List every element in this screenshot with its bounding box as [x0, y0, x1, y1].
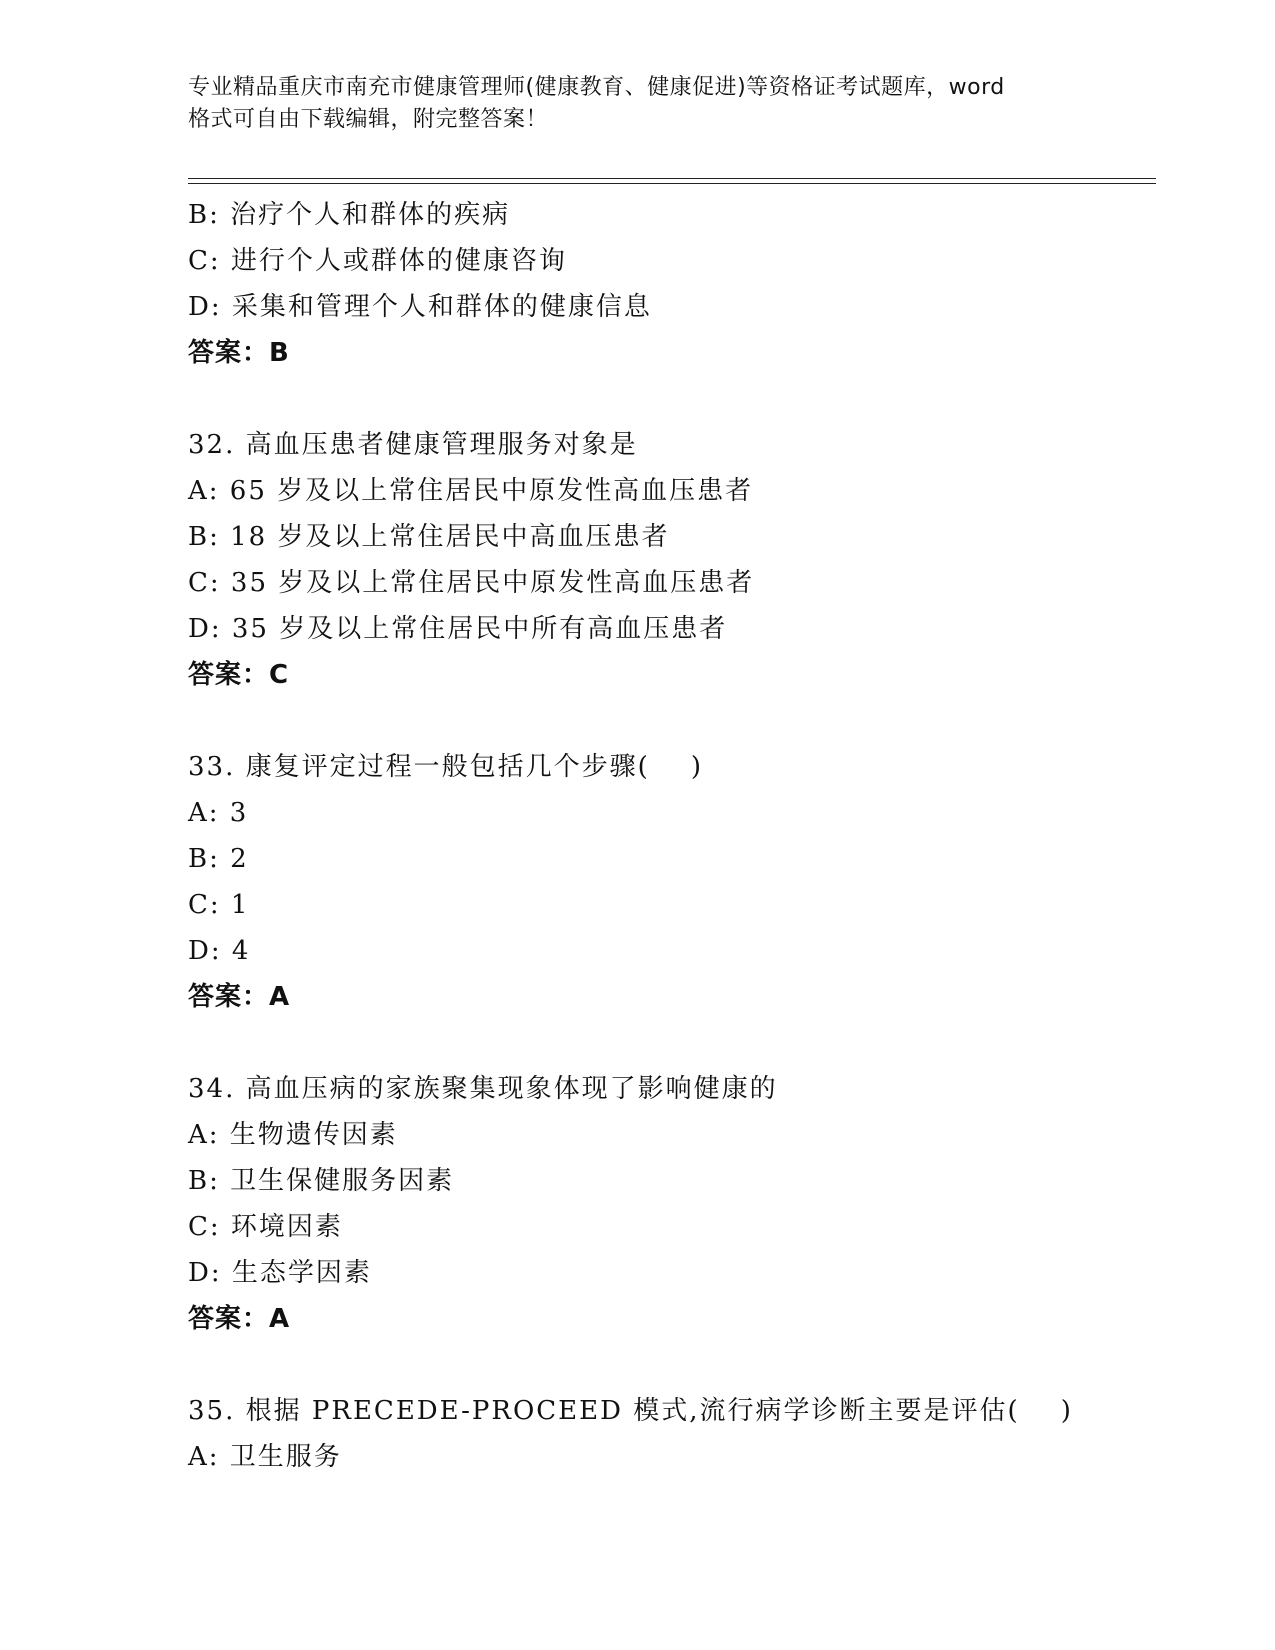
option-a: A: 卫生服务 [188, 1442, 342, 1472]
option-b: B: 2 [188, 844, 249, 874]
option-c: C: 1 [188, 890, 250, 920]
option-c: C: 环境因素 [188, 1212, 343, 1242]
spacer [188, 376, 1156, 422]
option-d: D: 35 岁及以上常住居民中所有高血压患者 [188, 614, 728, 644]
answer-label: 答案：A [188, 982, 291, 1012]
answer-label: 答案：B [188, 338, 290, 368]
option-c: C: 35 岁及以上常住居民中原发性高血压患者 [188, 568, 755, 598]
question-block [188, 744, 1156, 1020]
question-block [188, 1066, 1156, 1342]
option-b: B: 卫生保健服务因素 [188, 1166, 455, 1196]
option-d: D: 4 [188, 936, 251, 966]
question-text: 33. 康复评定过程一般包括几个步骤( ) [188, 752, 703, 782]
question-block [188, 192, 1156, 376]
header-line-2: 格式可自由下载编辑，附完整答案！ [188, 107, 549, 132]
header-divider-top [188, 178, 1156, 179]
question-list [188, 192, 1156, 1480]
question-text: 35. 根据 PRECEDE-PROCEED 模式,流行病学诊断主要是评估( ) [188, 1396, 1073, 1426]
question-text: 34. 高血压病的家族聚集现象体现了影响健康的 [188, 1074, 778, 1104]
option-d: D: 生态学因素 [188, 1258, 372, 1288]
spacer [188, 698, 1156, 744]
spacer [188, 1342, 1156, 1388]
answer-label: 答案：C [188, 660, 290, 690]
spacer [188, 1020, 1156, 1066]
option-a: A: 生物遗传因素 [188, 1120, 398, 1150]
option-c: C: 进行个人或群体的健康咨询 [188, 246, 567, 276]
question-text: 32. 高血压患者健康管理服务对象是 [188, 430, 638, 460]
option-b: B: 治疗个人和群体的疾病 [188, 200, 511, 230]
header-line-1: 专业精品重庆市南充市健康管理师(健康教育、健康促进)等资格证考试题库，word [188, 75, 1005, 100]
option-d: D: 采集和管理个人和群体的健康信息 [188, 292, 652, 322]
answer-label: 答案：A [188, 1304, 291, 1334]
question-block [188, 422, 1156, 698]
option-a: A: 65 岁及以上常住居民中原发性高血压患者 [188, 476, 754, 506]
option-b: B: 18 岁及以上常住居民中高血压患者 [188, 522, 670, 552]
header-divider-bottom [188, 183, 1156, 184]
question-block [188, 1388, 1156, 1480]
document-header [188, 72, 1088, 136]
option-a: A: 3 [188, 798, 249, 828]
